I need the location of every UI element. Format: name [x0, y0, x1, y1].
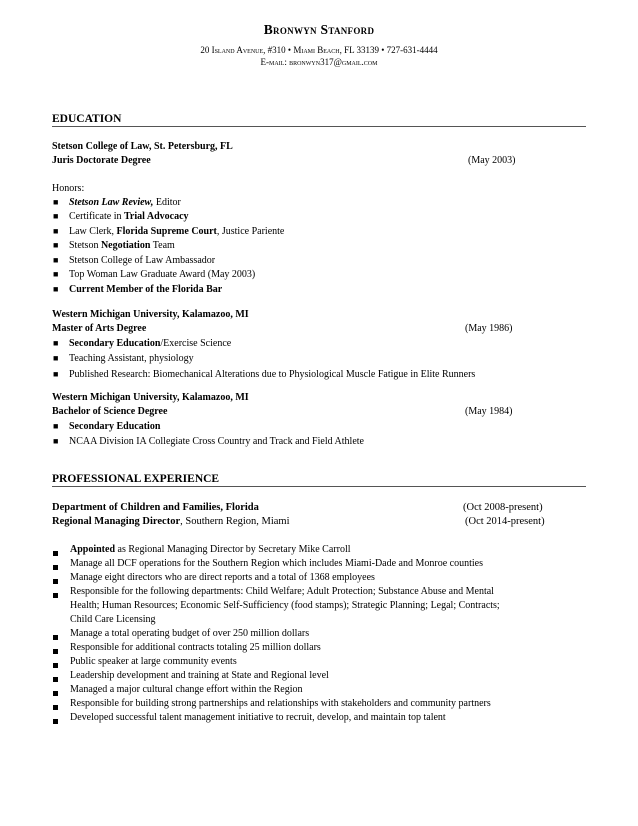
school-2: Western Michigan University, Kalamazoo, MI [52, 309, 249, 320]
bullet-icon [53, 701, 58, 714]
school-3: Western Michigan University, Kalamazoo, MI [52, 392, 249, 403]
bullet-icon: ■ [53, 197, 59, 207]
degree-1-title: Juris Doctorate Degree [52, 155, 151, 166]
bullet-icon: ■ [53, 284, 59, 294]
employer [52, 501, 586, 514]
bullet-icon: ■ [53, 421, 59, 431]
bullet-icon: ■ [53, 211, 59, 221]
honors-label: Honors: [52, 183, 85, 194]
education-heading: EDUCATION [52, 113, 586, 127]
bullet-icon [53, 547, 58, 560]
bullet-icon: ■ [53, 255, 59, 265]
employer-name: Department of Children and Families, Florida [52, 502, 259, 513]
bullet-icon [53, 715, 58, 728]
bullet-icon: ■ [53, 226, 59, 236]
bullet-icon: ■ [53, 353, 59, 363]
bullet-icon [53, 687, 58, 700]
bullet-icon: ■ [53, 369, 59, 379]
bullet-icon: ■ [53, 240, 59, 250]
degree-2-date: (May 1986) [465, 323, 513, 334]
bullet-icon [53, 645, 58, 658]
bullet-icon [53, 659, 58, 672]
degree-1 [52, 154, 586, 167]
bullet-icon [53, 561, 58, 574]
contact-email: E-mail: bronwyn317@gmail.com [260, 57, 378, 67]
contact-address: 20 Island Avenue, #310 • Miami Beach, FL 33139 • 727-631-4444 [200, 45, 438, 55]
degree-3-title: Bachelor of Science Degree [52, 406, 168, 417]
resume-name: Bronwyn Stanford [263, 22, 375, 37]
experience-heading: PROFESSIONAL EXPERIENCE [52, 473, 586, 487]
employer-date: (Oct 2008-present) [463, 502, 543, 513]
degree-3-date: (May 1984) [465, 406, 513, 417]
degree-3 [52, 405, 586, 418]
job-title: Regional Managing Director [52, 516, 181, 527]
bullet-icon: ■ [53, 269, 59, 279]
bullet-icon: ■ [53, 338, 59, 348]
degree-2-title: Master of Arts Degree [52, 323, 147, 334]
degree-1-date: (May 2003) [468, 155, 516, 166]
bullet-icon [53, 589, 58, 602]
bullet-icon [53, 575, 58, 588]
school-1: Stetson College of Law, St. Petersburg, FL [52, 141, 233, 152]
bullet-icon [53, 673, 58, 686]
job-role: Regional Managing Director, Southern Region, Miami (Oct 2014-present) [52, 516, 545, 527]
degree-2 [52, 322, 586, 335]
bullet-icon [53, 631, 58, 644]
bullet-icon: ■ [53, 436, 59, 446]
job-date: (Oct 2014-present) [465, 516, 545, 527]
